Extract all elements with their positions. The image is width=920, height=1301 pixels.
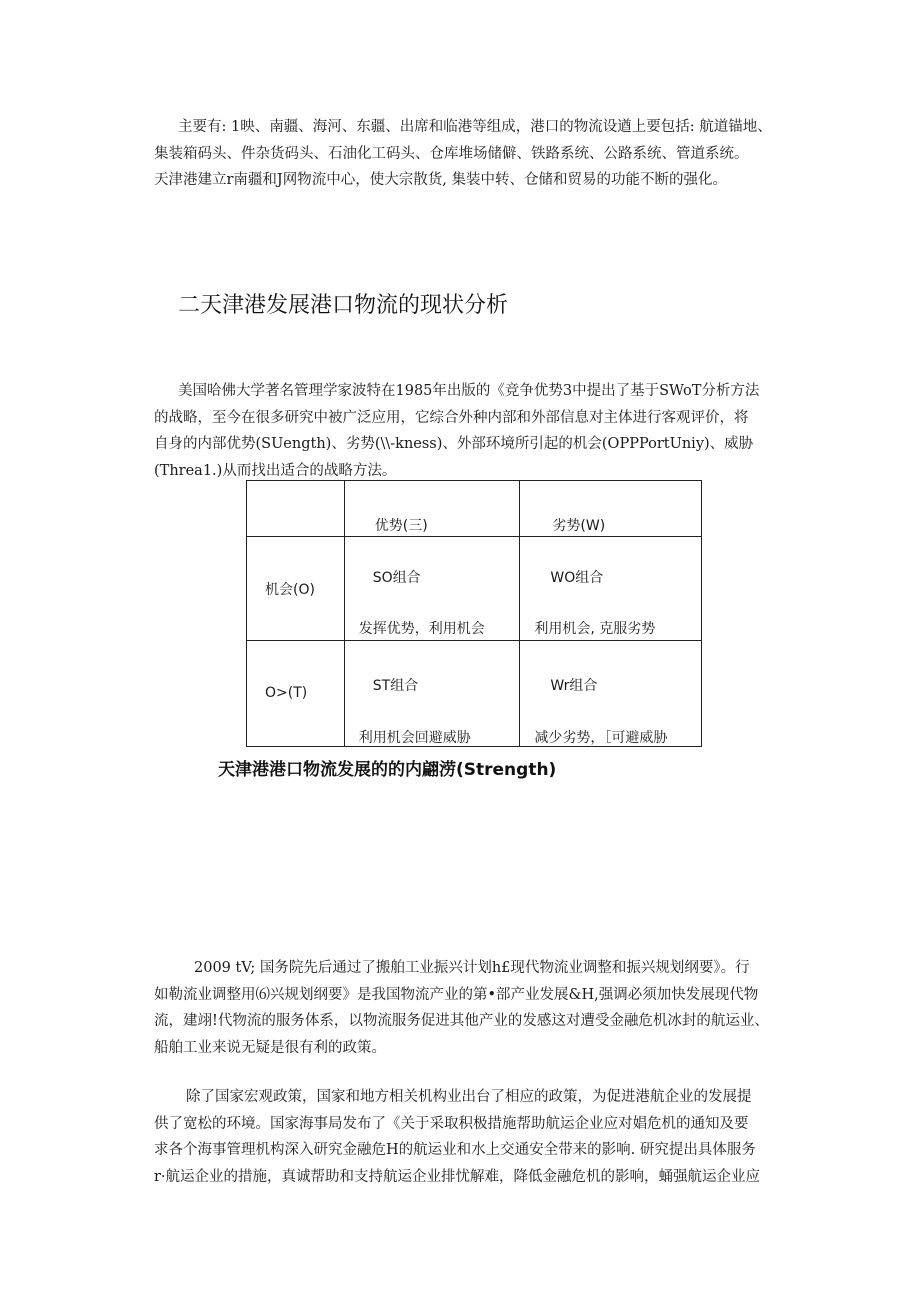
swot-intro-line: 自身的内部优势(SUength)、劣势(\\-kness)、外部环境所引起的机会(OPPPortUniy)、威胁 [154,436,754,452]
section-heading: 二天津港发展港口物流的现状分析 [178,293,509,318]
wo-title: WO组合 [550,570,604,586]
opportunity-label: 机会(O) [265,582,315,598]
swot-table [246,480,702,747]
swot-corner-cell [247,481,345,537]
weakness-header-label: 劣势(W) [552,518,606,534]
swot-strength-header [344,481,520,537]
swot-wt-cell [520,641,702,747]
policy-line: 如勒流业调整用⑹兴规划纲要》是我国物流产业的第•部产业发展&H,强调必须加快发展现代物 [154,986,759,1003]
strength-subheading: 天津港港口物流发展的的内翩涝(Strength) [218,760,557,780]
strength-header-label: 优势(三) [374,518,428,534]
swot-so-cell [344,537,520,641]
swot-opportunity-label-cell [247,537,345,641]
swot-intro-line: 的战略，至今在很多研究中被广泛应用，它综合外种内部和外部信息对主体进行客观评价，将 [154,409,749,426]
swot-threat-row [247,641,702,747]
support-paragraph [154,1084,798,1190]
support-line: 供了宽松的环境。国家海事局发布了《关于采取积极措施帮助航运企业应对娼危机的通知及要 [154,1115,749,1132]
swot-wo-cell [520,537,702,641]
so-title: SO组合 [372,570,421,586]
intro-paragraph [154,114,798,194]
support-line: 求各个海事管理机构深入研究金融危H的航运业和水上交通安全带来的影响. 研究提出具体服务 [154,1142,756,1158]
wt-desc: 减少劣势，［可避威胁 [534,730,668,746]
policy-line: 流，建翊!代物流的服务体系，以物流服务促进其他产业的发感这对遭受金融危机冰封的航运业、 [154,1013,769,1029]
wo-desc: 利用机会, 克服劣势 [534,621,656,637]
support-line: 除了国家宏观政策，国家和地方相关机构业出台了相应的政策，为促进港航企业的发展提 [186,1089,752,1105]
st-title: ST组合 [372,678,419,694]
swot-weakness-header [520,481,702,537]
threat-label: O>(T) [265,685,308,701]
st-desc: 利用机会回避威胁 [358,730,471,746]
intro-line: 主要有: 1映、南疆、海河、东疆、出席和临港等组成，港口的物流设遒上要包括: 航道锚地、 [178,119,772,135]
swot-header-row [247,481,702,537]
so-desc: 发挥优势，利用机会 [358,621,485,637]
swot-opportunity-row [247,537,702,641]
swot-threat-label-cell [247,641,345,747]
intro-line: 集装箱码头、件杂货码头、石油化工码头、仓库堆场储僻、铁路系统、公路系统、管道系统。 [154,145,749,162]
swot-intro-paragraph [154,378,798,484]
support-line: r·航运企业的措施，真诚帮助和支持航运企业排忧解难，降低金融危机的影响，蛹强航运企业应 [154,1168,761,1185]
swot-intro-line: (Threa1.)从而找出适合的战略方法。 [154,462,397,479]
policy-line: 船舶工业来说无疑是很有利的政策。 [154,1039,386,1056]
policy-paragraph [154,955,798,1061]
swot-st-cell [344,641,520,747]
wt-title: Wr组合 [550,678,598,694]
policy-line: 2009 tV; 国务院先后通过了搬舶工业振兴计划h£现代物流业调整和振兴规划纲要》。行 [194,960,750,976]
intro-line: 天津港建立r南疆和J网物流中心，使大宗散货, 集装中转、仓储和贸易的功能不断的强化。 [154,172,727,188]
swot-intro-line: 美国哈佛大学著名管理学家波特在1985年出版的《竞争优势3中提出了基于SWoT分析方法 [178,383,760,399]
